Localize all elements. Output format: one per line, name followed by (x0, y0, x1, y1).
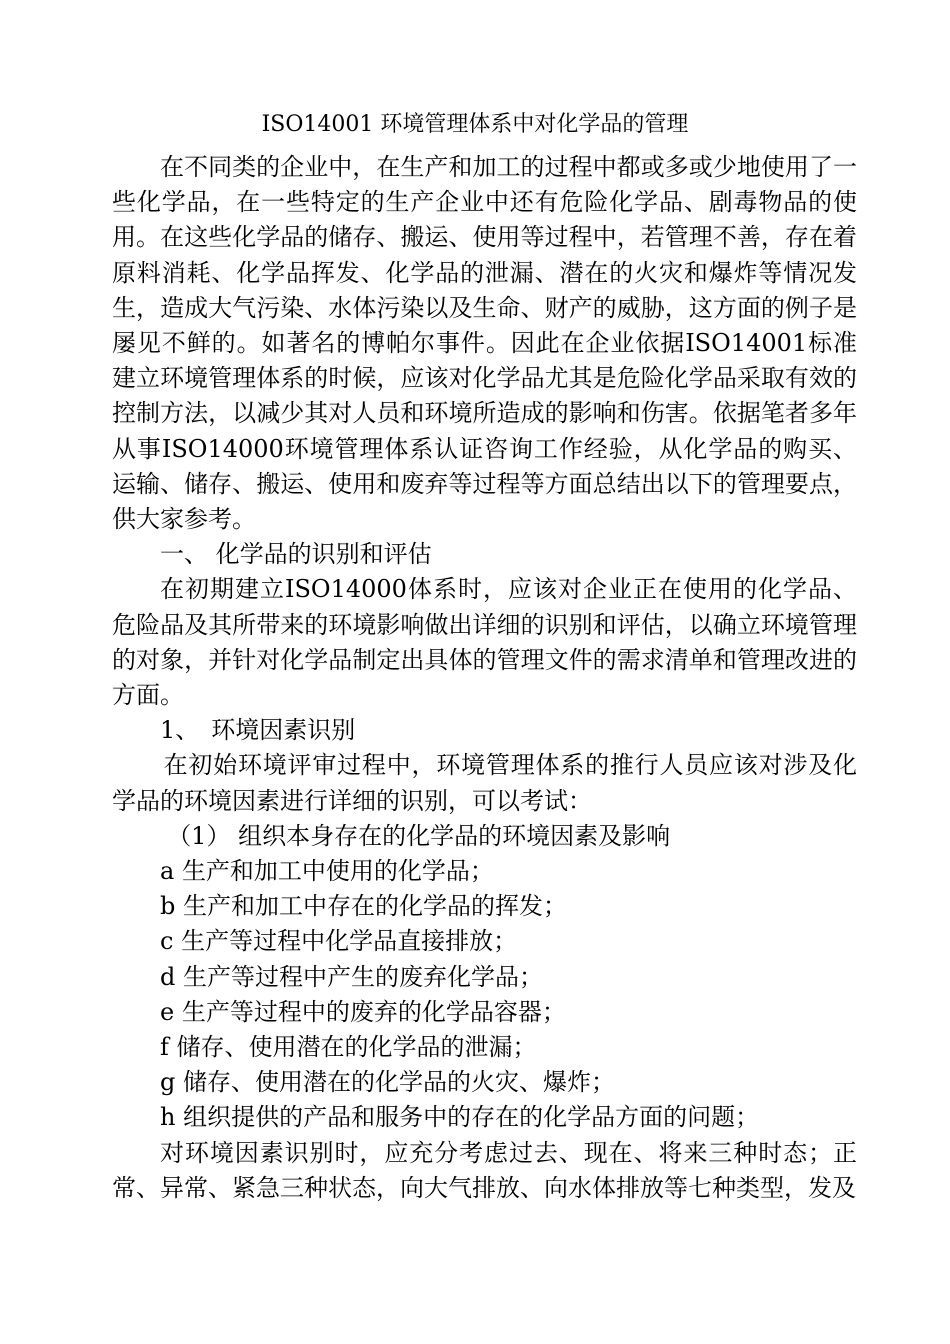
list-item-f: f 储存、使用潜在的化学品的泄漏； (160, 1033, 537, 1062)
list-item-h: h 组织提供的产品和服务中的存在的化学品方面的问题； (160, 1103, 760, 1132)
list-item-b: b 生产和加工中存在的化学品的挥发； (160, 892, 567, 921)
document-body (112, 150, 857, 1206)
section-1-paragraph: 在初期建立ISO14000体系时，应该对企业正在使用的化学品、危险品及其所带来的环境影响做出详细的识别和评估，以确立环境管理的对象，并针对化学品制定出具体的管理文件的需求清单和管理改进的方面。 (112, 575, 857, 710)
subsection-heading-1: 1、 环境因素识别 (160, 716, 356, 745)
section-heading-1: 一、 化学品的识别和评估 (160, 540, 432, 569)
closing-paragraph: 对环境因素识别时，应充分考虑过去、现在、将来三种时态；正常、异常、紧急三种状态，向大气排放、向水体排放等七种类型，发及 (112, 1138, 857, 1202)
intro-paragraph: 在不同类的企业中，在生产和加工的过程中都或多或少地使用了一些化学品，在一些特定的生产企业中还有危险化学品、剧毒物品的使用。在这些化学品的储存、搬运、使用等过程中，若管理不善，存在着原料消耗、化学品挥发、化学品的泄漏、潜在的火灾和爆炸等情况发生，造成大气污染、水体污染以及生命、财产的威胁，这方面的例子是屡见不鲜的。如著名的博帕尔事件。因此在企业依据ISO14001标准建立环境管理体系的时候，应该对化学品尤其是危险化学品采取有效的控制方法，以减少其对人员和环境所造成的影响和伤害。依据笔者多年从事ISO14000环境管理体系认证咨询工作经验，从化学品的购买、运输、储存、搬运、使用和废弃等过程等方面总结出以下的管理要点，供大家参考。 (112, 153, 857, 534)
document-title: ISO14001 环境管理体系中对化学品的管理 (261, 112, 689, 137)
subsection-1-paragraph: 在初始环境评审过程中，环境管理体系的推行人员应该对涉及化学品的环境因素进行详细的识别，可以考试： (112, 751, 857, 815)
list-heading: （1） 组织本身存在的化学品的环境因素及影响 (167, 821, 671, 850)
list-item-c: c 生产等过程中化学品直接排放； (160, 927, 518, 956)
list-item-a: a 生产和加工中使用的化学品； (160, 857, 494, 886)
list-item-d: d 生产等过程中产生的废弃化学品； (160, 962, 543, 991)
list-item-g: g 储存、使用潜在的化学品的火灾、爆炸； (160, 1068, 615, 1097)
list-item-e: e 生产等过程中的废弃的化学品容器； (160, 997, 566, 1026)
